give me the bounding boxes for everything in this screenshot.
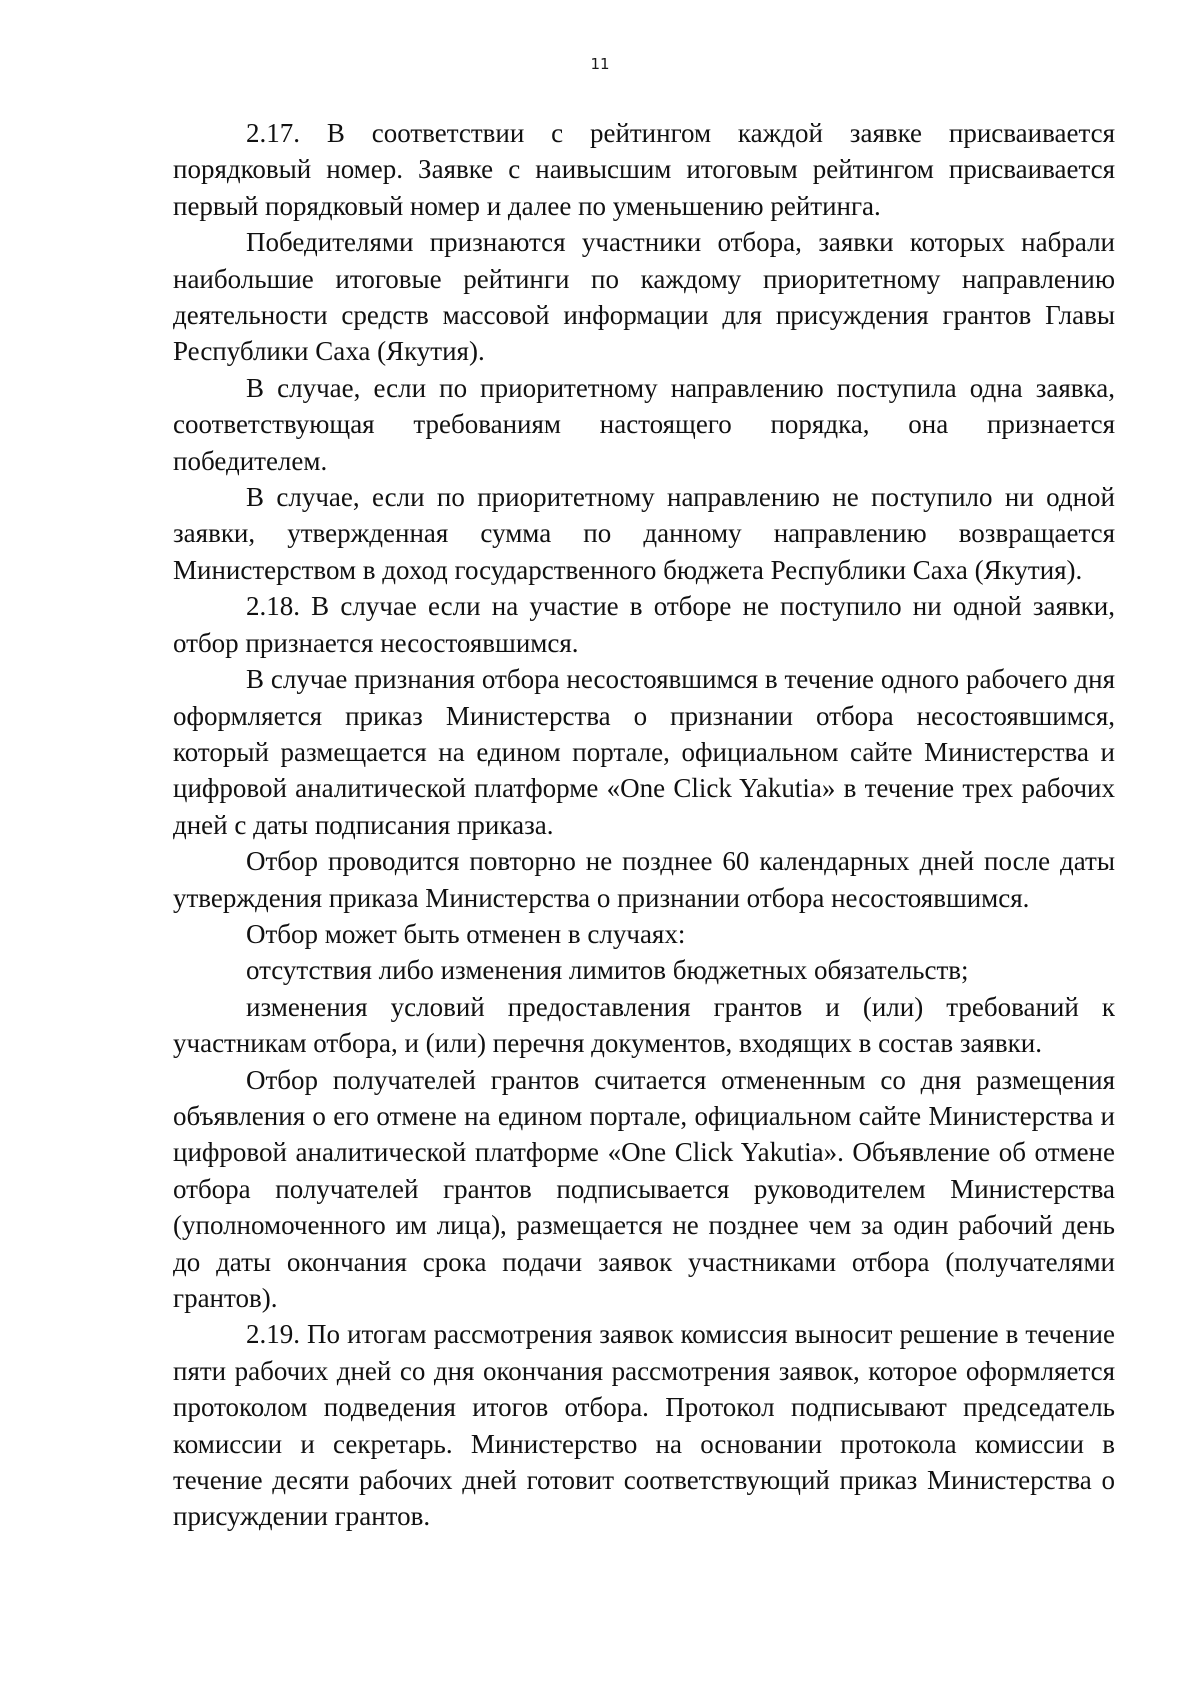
paragraph-single-application: В случае, если по приоритетному направлению поступила одна заявка, соответствующая требованиям настоящего порядка, она признается победителем. (173, 372, 1115, 476)
list-item-conditions-change: изменения условий предоставления грантов и (или) требований к участникам отбора, и (или) перечня документов, входящих в состав заявки. (173, 991, 1115, 1059)
paragraph-cancellation-cases: Отбор может быть отменен в случаях: (246, 918, 686, 949)
paragraph-winners: Победителями признаются участники отбора, заявки которых набрали наибольшие итоговые рейтинги по каждому приоритетному направлению деятельности средств массовой информации для присуждения грантов Главы Республики Саха (Якутия). (173, 227, 1115, 367)
paragraph-repeat-selection: Отбор проводится повторно не позднее 60 календарных дней после даты утверждения приказа Министерства о признании отбора несостоявшимся. (173, 846, 1115, 913)
document-body (173, 115, 1115, 1535)
list-item-budget-limits: отсутствия либо изменения лимитов бюджетных обязательств; (246, 955, 969, 986)
page-number: 11 (590, 55, 610, 73)
paragraph-failed-selection-order: В случае признания отбора несостоявшимся в течение одного рабочего дня оформляется приказ Министерства о признании отбора несостоявшимся, который размещается на едином портале, официальном сайте Министерства и цифровой аналитической платформе «One Click Yakutia» в течение трех рабочих дней с даты подписания приказа. (173, 664, 1115, 840)
paragraph-2-17: 2.17. В соответствии с рейтингом каждой заявке присваивается порядковый номер. Заявке с наивысшим итоговым рейтингом присваивается первый порядковый номер и далее по уменьшению рейтинга. (173, 118, 1115, 221)
paragraph-2-18: 2.18. В случае если на участие в отборе не поступило ни одной заявки, отбор признается несостоявшимся. (173, 591, 1115, 658)
paragraph-cancellation-announcement: Отбор получателей грантов считается отмененным со дня размещения объявления о его отмене на едином портале, официальном сайте Министерства и цифровой аналитической платформе «One Click Yakutia». Объявление об отмене отбора получателей грантов подписывается руководителем Министерства (уполномоченного им лица), размещается не позднее чем за один рабочий день до даты окончания срока подачи заявок участниками отбора (получателями грантов). (173, 1064, 1115, 1313)
paragraph-no-applications: В случае, если по приоритетному направлению не поступило ни одной заявки, утвержденная сумма по данному направлению возвращается Министерством в доход государственного бюджета Республики Саха (Якутия). (173, 482, 1115, 585)
paragraph-2-19: 2.19. По итогам рассмотрения заявок комиссия выносит решение в течение пяти рабочих дней со дня окончания рассмотрения заявок, которое оформляется протоколом подведения итогов отбора. Протокол подписывают председатель комиссии и секретарь. Министерство на основании протокола комиссии в течение десяти рабочих дней готовит соответствующий приказ Министерства о присуждении грантов. (173, 1319, 1115, 1532)
